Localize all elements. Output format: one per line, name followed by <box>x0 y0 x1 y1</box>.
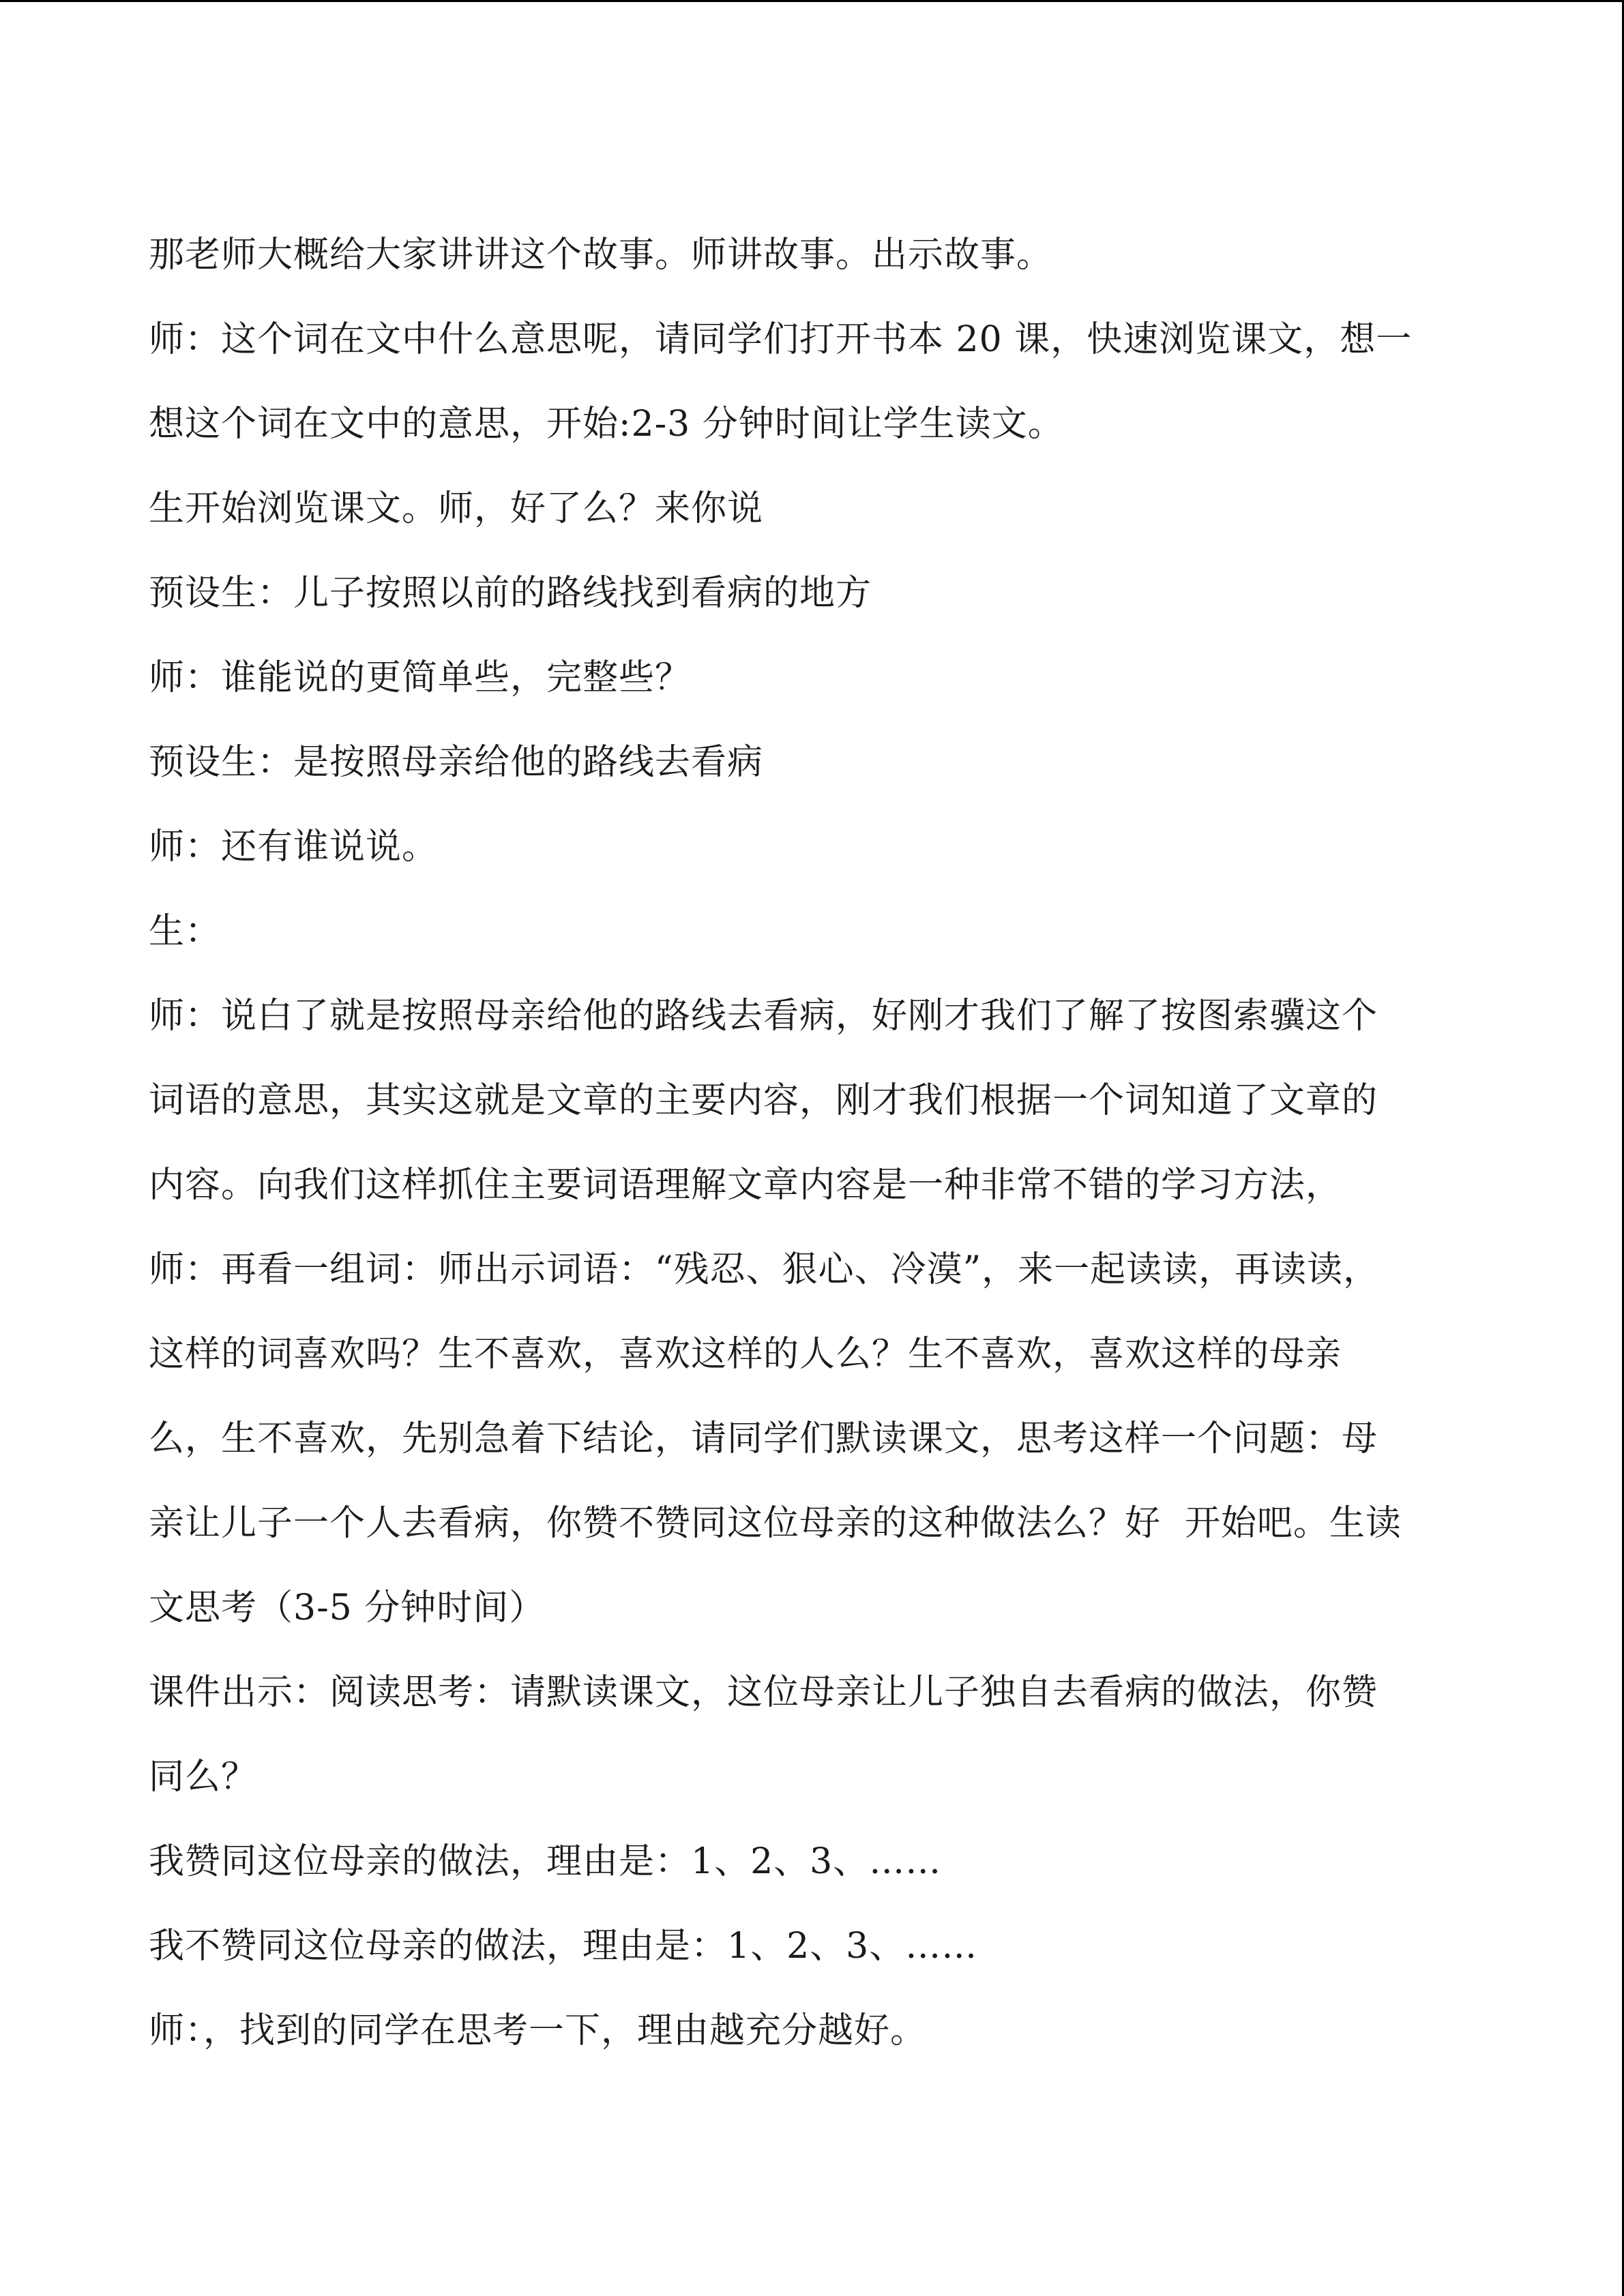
text-line: 么，生不喜欢，先别急着下结论，请同学们默读课文，思考这样一个问题：母 <box>149 1418 1378 1459</box>
text-line: 师：谁能说的更简单些，完整些？ <box>149 657 692 698</box>
text-line: 这样的词喜欢吗？生不喜欢，喜欢这样的人么？生不喜欢，喜欢这样的母亲 <box>149 1334 1342 1375</box>
text-line: 同么？ <box>149 1757 258 1798</box>
text-line: 亲让儿子一个人去看病，你赞不赞同这位母亲的这种做法么？好 开始吧。生读 <box>149 1503 1402 1544</box>
text-line: 师：再看一组词：师出示词语：“残忍、狠心、冷漠”，来一起读读，再读读， <box>149 1249 1380 1290</box>
top-border-line <box>0 0 1624 2</box>
text-line: 那老师大概给大家讲讲这个故事。师讲故事。出示故事。 <box>149 235 1053 275</box>
text-line: 预设生：是按照母亲给他的路线去看病 <box>149 742 764 783</box>
text-line: 师：还有谁说说。 <box>149 826 439 867</box>
text-line: 我赞同这位母亲的做法，理由是：1、2、3、…… <box>149 1841 942 1882</box>
text-line: 师：说白了就是按照母亲给他的路线去看病，好刚才我们了解了按图索骥这个 <box>149 996 1378 1037</box>
text-line: 内容。向我们这样抓住主要词语理解文章内容是一种非常不错的学习方法， <box>149 1165 1342 1206</box>
text-line: 师：这个词在文中什么意思呢，请同学们打开书本 20 课，快速浏览课文，想一 <box>149 319 1413 360</box>
text-line: 我不赞同这位母亲的做法，理由是：1、2、3、…… <box>149 1926 978 1967</box>
text-line: 生： <box>149 911 222 952</box>
text-line: 预设生：儿子按照以前的路线找到看病的地方 <box>149 573 872 614</box>
text-line: 词语的意思，其实这就是文章的主要内容，刚才我们根据一个词知道了文章的 <box>149 1080 1378 1121</box>
text-line: 想这个词在文中的意思，开始:2-3 分钟时间让学生读文。 <box>149 404 1064 445</box>
text-line: 师：，找到的同学在思考一下，理由越充分越好。 <box>149 2010 927 2051</box>
text-line: 课件出示：阅读思考：请默读课文，这位母亲让儿子独自去看病的做法，你赞 <box>149 1672 1378 1713</box>
text-line: 文思考（3-5 分钟时间） <box>149 1587 546 1628</box>
text-line: 生开始浏览课文。师，好了么？来你说 <box>149 488 764 529</box>
document-body <box>149 213 1486 2073</box>
